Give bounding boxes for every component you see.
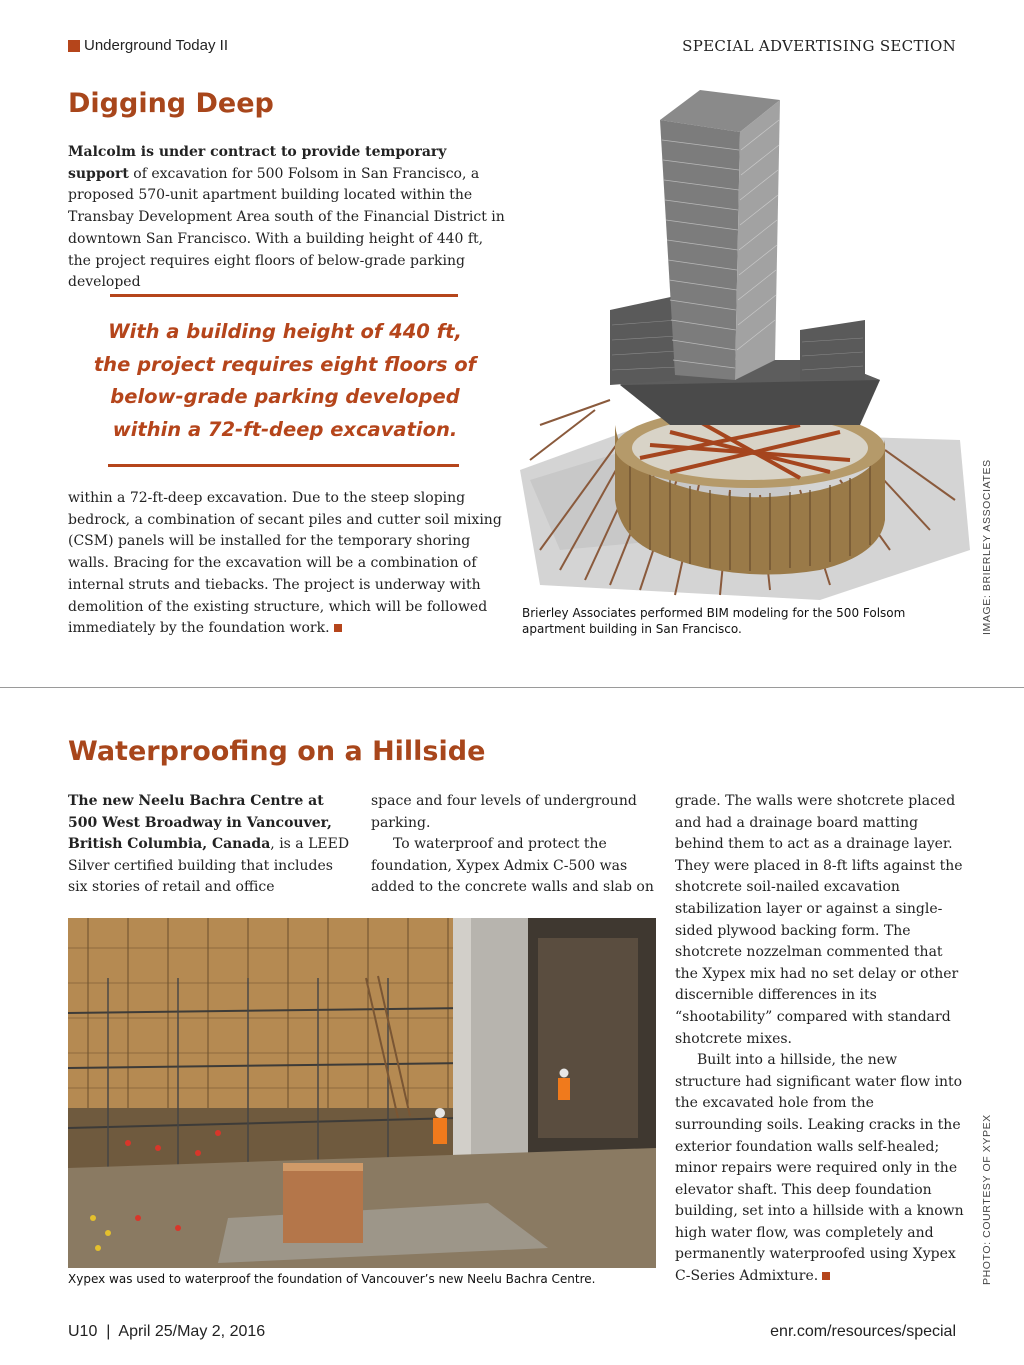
article2-col2-paragraph-1: space and four levels of underground parking. bbox=[371, 793, 637, 831]
article2-column-2 bbox=[371, 791, 656, 899]
article-title-waterproofing: Waterproofing on a Hillside bbox=[68, 736, 486, 767]
article-title-digging-deep: Digging Deep bbox=[68, 88, 274, 119]
pull-quote-rule-top bbox=[110, 294, 458, 297]
advertising-label: SPECIAL ADVERTISING SECTION bbox=[682, 37, 956, 55]
footer-url[interactable]: enr.com/resources/special bbox=[770, 1323, 956, 1340]
end-mark-icon bbox=[822, 1272, 830, 1280]
construction-photo-caption: Xypex was used to waterproof the foundation of Vancouver’s new Neelu Bachra Centre. bbox=[68, 1272, 596, 1286]
section-name: Underground Today II bbox=[84, 37, 228, 54]
article1-lead-bold: Malcolm is under contract to provide temporary support bbox=[68, 144, 447, 182]
article1-lead-paragraph bbox=[68, 142, 508, 294]
end-mark-icon bbox=[334, 624, 342, 632]
pull-quote-line: the project requires eight floors of bbox=[93, 352, 477, 376]
article2-column-1 bbox=[68, 791, 353, 899]
pull-quote bbox=[80, 316, 490, 446]
bim-image-caption: Brierley Associates performed BIM modeling for the 500 Folsom apartment building in San Francisco. bbox=[522, 606, 906, 636]
article1-continued-paragraph bbox=[68, 488, 508, 640]
pull-quote-line: within a 72-ft-deep excavation. bbox=[112, 417, 458, 441]
section-divider bbox=[0, 687, 1024, 688]
article2-col2-paragraph-2: To waterproof and protect the foundation, Xypex Admix C-500 was added to the concrete walls and slab on bbox=[371, 836, 654, 896]
article2-lead-bold: The new Neelu Bachra Centre at 500 West Broadway in Vancouver, British Columbia, Canada bbox=[68, 793, 332, 853]
bim-image-credit: IMAGE: BRIERLEY ASSOCIATES bbox=[981, 459, 993, 635]
footer-page-info: U10 | April 25/May 2, 2016 bbox=[68, 1323, 266, 1340]
article2-column-3 bbox=[675, 791, 965, 1288]
article2-lead-text: , is a LEED Silver certified building that includes six stories of retail and office bbox=[68, 836, 350, 896]
section-header bbox=[68, 37, 228, 54]
pull-quote-line: below-grade parking developed bbox=[110, 385, 460, 408]
section-square-icon bbox=[68, 40, 80, 52]
article1-lead-text: of excavation for 500 Folsom in San Francisco, a proposed 570-unit apartment building located within the Transbay Development Area south of the Financial District in downtown San Francisco. With a building height of 440 ft, the project requires eight floors of below-grade parking developed bbox=[68, 165, 505, 291]
article2-col3-paragraph-1: grade. The walls were shotcrete placed and had a drainage board matting behind them to act as a drainage layer. They were placed in 8-ft lifts against the shotcrete soil-nailed excavation stabilization layer or against a single-sided plywood backing form. The shotcrete nozzelman commented that the Xypex mix had no set delay or other discernible differences in its “shootability” compared with standard shotcrete mixes. bbox=[675, 793, 963, 1047]
pull-quote-line: With a building height of 440 ft, bbox=[108, 320, 462, 343]
article2-col3-paragraph-2 bbox=[675, 1050, 965, 1288]
construction-photo-credit: PHOTO: COURTESY OF XYPEX bbox=[981, 1114, 993, 1285]
pull-quote-rule-bottom bbox=[108, 464, 459, 467]
article2-col3-paragraph-2-text: Built into a hillside, the new structure had significant water flow into the excavated hole from the surrounding soils. Leaking cracks in the exterior foundation walls self-healed; minor repairs were required only in the elevator shaft. This deep foundation building, set into a hillside with a known high water flow, was completely and permanently waterproofed using Xypex C-Series Admixture. bbox=[675, 1052, 964, 1285]
construction-photo bbox=[68, 918, 656, 1268]
bim-model-image bbox=[500, 80, 970, 600]
article1-continued-text: within a 72-ft-deep excavation. Due to the steep sloping bedrock, a combination of secant piles and cutter soil mixing (CSM) panels will be installed for the temporary shoring walls. Bracing for the excavation will be a combination of internal struts and tiebacks. The project is underway with demolition of the existing structure, which will be followed immediately by the foundation work. bbox=[68, 490, 502, 637]
